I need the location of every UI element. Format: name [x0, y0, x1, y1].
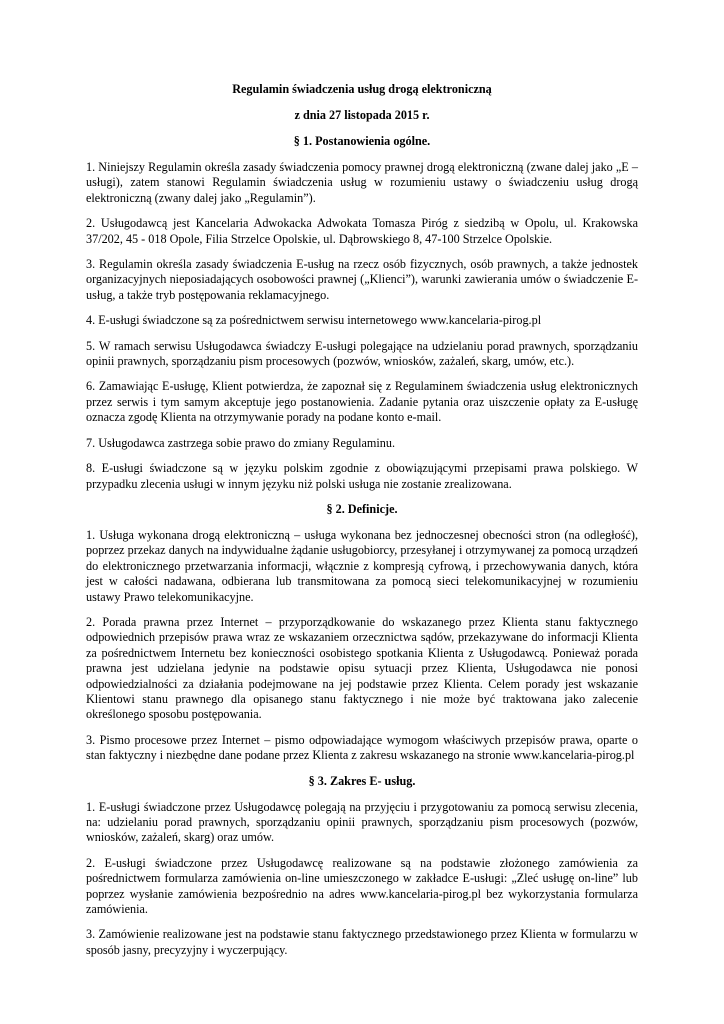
paragraph-2-1: 1. Usługa wykonana drogą elektroniczną – usługa wykonana bez jednoczesnej obecności stron (na odległość), poprzez przekaz danych na indywidualne żądanie usługobiorcy, przesyłanej i otrzymywanej za pomocą urządzeń do elektronicznego przetwarzania informacji, włącznie z kompresją cyfrową, i przechowywania danych, która jest w całości nadawana, odbierana lub transmitowana za pomocą sieci telekomunikacyjnej w rozumieniu ustawy Prawo telekomunikacyjne.: [86, 527, 638, 604]
paragraph-3-3: 3. Zamówienie realizowane jest na podstawie stanu faktycznego przedstawionego przez Klienta w formularzu w sposób jasny, precyzyjny i wyczerpujący.: [86, 927, 638, 957]
section-heading-2: § 2. Definicje.: [326, 501, 398, 516]
paragraph-1-7: 7. Usługodawca zastrzega sobie prawo do zmiany Regulaminu.: [86, 435, 395, 450]
paragraph-2-3: 3. Pismo procesowe przez Internet – pismo odpowiadające wymogom właściwych przepisów prawa, oparte o stan faktyczny i niezbędne dane podane przez Klienta z zakresu wskazanego na stronie www.kancelaria-pirog.pl: [86, 732, 638, 763]
section-heading-1: § 1. Postanowienia ogólne.: [293, 134, 431, 148]
paragraph-1-8: 8. E-usługi świadczone są w języku polskim zgodnie z obowiązującymi przepisami prawa polskiego. W przypadku zlecenia usługi w innym języku niż polski usługa nie zostanie zrealizowana.: [86, 461, 638, 491]
paragraph-3-1: 1. E-usługi świadczone przez Usługodawcę polegają na przyjęciu i przygotowaniu za pomocą serwisu zlecenia, na: udzielaniu porad prawnych, sporządzaniu opinii prawnych, sporządzaniu pism procesowych (pozwów, wniosków, zażaleń, skarg) oraz umów.: [86, 799, 638, 845]
paragraph-3-2: 2. E-usługi świadczone przez Usługodawcę realizowane są na podstawie złożonego zamówienia za pośrednictwem formularza zamówienia on-line umieszczonego w zakładce E-usługi: „Zleć usługę on-line” lub poprzez wysłanie zamówienia bezpośrednio na adres www.kancelaria-pirog.pl bez wykorzystania formularza zamówienia.: [86, 855, 638, 917]
paragraph-1-4: 4. E-usługi świadczone są za pośrednictwem serwisu internetowego www.kancelaria-pirog.pl: [86, 313, 542, 328]
paragraph-2-2: 2. Porada prawna przez Internet – przyporządkowanie do wskazanego przez Klienta stanu faktycznego odpowiednich przepisów prawa wraz ze wskazaniem orzecznictwa sądów, przekazywane do informacji Klienta za pośrednictwem Internetu bez konieczności osobistego spotkania Klienta z Usługodawcą. Ponieważ porada prawna jest udzielana jedynie na podstawie opisu sytuacji przez Klienta, Usługodawca nie ponosi odpowiedzialności za działania podejmowane na jej podstawie przez Klienta. Celem porady jest wskazanie Klientowi stanu prawnego dla opisanego stanu faktycznego i nie może być traktowana jako zalecenie określonego sposobu postępowania.: [86, 614, 638, 722]
document-date: z dnia 27 listopada 2015 r.: [294, 108, 430, 122]
paragraph-1-3: 3. Regulamin określa zasady świadczenia E-usług na rzecz osób fizycznych, osób prawnych, a także jednostek organizacyjnych nieposiadających osobowości prawnej („Klienci”), warunki zawierania umów o świadczenie E-usług, a także tryb postępowania reklamacyjnego.: [86, 257, 638, 302]
paragraph-1-1: 1. Niniejszy Regulamin określa zasady świadczenia pomocy prawnej drogą elektroniczną (zwane dalej jako „E – usługi), zatem stanowi Regulamin świadczenia usług w rozumieniu ustawy o świadczeniu usług drogą elektroniczną (zwany dalej jako „Regulamin”).: [86, 160, 638, 205]
paragraph-1-5: 5. W ramach serwisu Usługodawca świadczy E-usługi polegające na udzielaniu porad prawnych, sporządzaniu opinii prawnych, sporządzaniu pism procesowych (pozwów, wniosków, zażaleń, skarg, umów, etc.).: [86, 338, 638, 369]
paragraph-1-6: 6. Zamawiając E-usługę, Klient potwierdza, że zapoznał się z Regulaminem świadczenia usług elektronicznych przez serwis i tym samym akceptuje jego postanowienia. Zadanie pytania oraz uiszczenie opłaty za E-usługę oznacza zgodę Klienta na otrzymywanie porady na podane konto e-mail.: [86, 379, 638, 425]
paragraph-1-2: 2. Usługodawcą jest Kancelaria Adwokacka Adwokata Tomasza Piróg z siedzibą w Opolu, ul. Krakowska 37/202, 45 - 018 Opole, Filia Strzelce Opolskie, ul. Dąbrowskiego 8, 47-100 Strzelce Opolskie.: [86, 216, 638, 246]
document-title: Regulamin świadczenia usług drogą elektroniczną: [232, 82, 492, 96]
section-heading-3: § 3. Zakres E- usług.: [308, 773, 416, 788]
